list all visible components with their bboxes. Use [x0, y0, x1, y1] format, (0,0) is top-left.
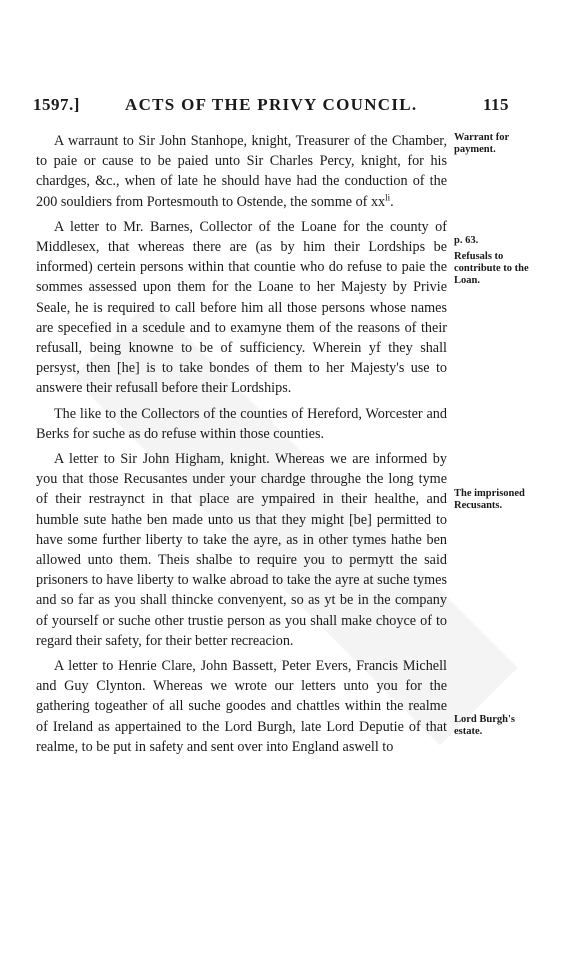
- paragraph-warrant: [36, 131, 447, 212]
- paragraph-collectors: The like to the Collectors of the counties of Hereford, Worcester and Berks for suche as do refuse within those counties.: [36, 405, 447, 442]
- paragraph-barnes: A letter to Mr. Barnes, Collector of the Loane for the county of Middlesex, that whereas there are (as by him their Lordships be informed) certein persons within that countie who do refuse to paie the sommes assessed upon them for the Loane to her Majesty by Privie Seale, he is required to call before him all those persons whose names are specefied in a scedule and to examyne them of the reasons of their refusall, being knowne to be of sufficiency. Wherein yf they shall persyst, then [he] is to take bondes of them to her Majesty's use to answere their refusall before their Lordships.: [36, 218, 447, 397]
- margin-note-recusants: The imprisoned Recusants.: [454, 488, 525, 511]
- header-year: 1597.]: [33, 95, 80, 114]
- paragraph-tail: .: [390, 193, 394, 210]
- margin-note-page-ref: p. 63.: [454, 235, 479, 246]
- margin-note-refusals: Refusals to contribute to the Loan.: [454, 251, 529, 286]
- margin-note-warrant: Warrant for payment.: [454, 132, 509, 155]
- paragraph-clare: A letter to Henrie Clare, John Bassett, Peter Evers, Francis Michell and Guy Clynton. Whereas we wrote our letters unto you for the gathering togeather of all suche goodes and chattles within the realme of Ireland as appertained to the Lord Burgh, late Lord Deputie of that realme, to be put in safety and sent over into England aswell to: [36, 658, 447, 755]
- superscript: li: [385, 191, 391, 202]
- paragraph-higham: A letter to Sir John Higham, knight. Whereas we are informed by you that those Recusantes under your chardge throughe the long tyme of their restraynct in that place are ympaired in their healthe, and humble sute hathe ben made unto us that they might [be] permitted to have some further liberty to take the ayre, as in other tymes hathe ben allowed unto them. Theis shalbe to require you to permytt the said prisoners to have liberty to walke abroad to take the ayre at suche tymes and so far as you shall thincke convenyent, so as yt be in the company of yourself or suche other trustie person as you shall make choyce of to regard their safety, for their better recreacion.: [36, 451, 447, 649]
- page-number: 115: [483, 95, 510, 114]
- header-title: ACTS OF THE PRIVY COUNCIL.: [125, 95, 418, 114]
- paragraph-text: A warraunt to Sir John Stanhope, knight, Treasurer of the Chamber, to paie or cause to be paied unto Sir Charles Percy, knight, for his chardges, &c., when of late he should have had the conduction of the 200 souldiers from Portesmouth to Ostende, the somme of xx: [36, 133, 447, 210]
- margin-note-burgh: Lord Burgh's estate.: [454, 714, 515, 737]
- running-header: [33, 95, 533, 117]
- body-text: [36, 131, 447, 762]
